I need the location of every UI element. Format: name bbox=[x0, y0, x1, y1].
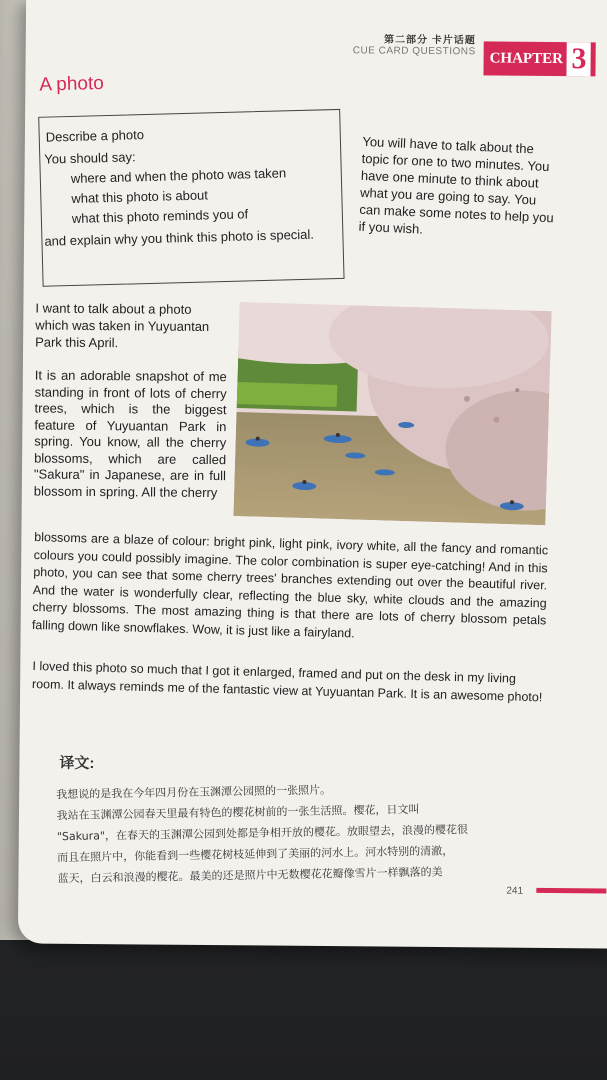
translation-line: "Sakura"，在春天的玉渊潭公园到处都是争相开放的樱花。放眼望去，浪漫的樱花很 bbox=[56, 823, 469, 844]
translation-line: 而且在照片中，你能看到一些樱花树枝延伸到了美丽的河水上。河水特别的清澈， bbox=[57, 844, 454, 865]
translation-text bbox=[56, 776, 554, 890]
answer-intro: I want to talk about a photo which was taken in Yuyuantan Park this April. bbox=[35, 300, 210, 351]
instruction-text: You will have to talk about the topic for one to two minutes. You have one minute to think about what you are going to say. You can make some notes to help you if you wish. bbox=[358, 133, 554, 237]
translation-line: 我站在玉渊潭公园春天里最有特色的樱花树前的一张生活照。樱花，日文叫 bbox=[56, 802, 420, 823]
chapter-badge bbox=[483, 41, 595, 76]
section-header-cn: 第二部分 卡片话题 bbox=[383, 34, 476, 47]
cue-card-point: where and when the photo was taken bbox=[70, 165, 287, 186]
chapter-label: CHAPTER bbox=[489, 49, 564, 67]
section-header bbox=[353, 30, 476, 57]
answer-paragraph-full: blossoms are a blaze of colour: bright pink, light pink, ivory white, all the fancy and romantic colours you could possibly imagine. The color combination is super eye-catching! And in this photo, you can see that some cherry trees' branches extending out over the beautiful river. And the water is wonderfully clear, reflecting the blue sky, white clouds and the amazing cherry blossoms. The most amazing thing is that there are lots of cherry blossom petals falling down like snowflakes. Wow, it is just like a fairyland. bbox=[31, 530, 549, 640]
page-title: A photo bbox=[39, 72, 105, 96]
photo-illustration bbox=[233, 302, 551, 525]
chapter-number: 3 bbox=[567, 42, 591, 76]
page-number: 241 bbox=[506, 885, 524, 897]
book-page bbox=[18, 0, 607, 949]
answer-paragraph-left: It is an adorable snapshot of me standing in front of lots of cherry trees, which is the biggest feature of Yuyuantan Park in spring. You know, all the cherry blossoms, which are called "Sakura" in Japanese, are in full blossom in spring. All the cherry bbox=[33, 367, 227, 500]
cue-card-topic: Describe a photo bbox=[45, 127, 145, 145]
cue-card-final: and explain why you think this photo is special. bbox=[44, 226, 315, 249]
cherry-blossom-photo bbox=[233, 302, 551, 525]
cue-card-should-say: You should say: bbox=[44, 149, 136, 167]
translation-line: 蓝天，白云和浪漫的樱花。最美的还是照片中无数樱花花瓣像雪片一样飘落的美 bbox=[57, 865, 443, 886]
cue-card-box bbox=[38, 109, 344, 287]
answer-paragraph-2: I loved this photo so much that I got it enlarged, framed and put on the desk in my living room. It always reminds me of the fantastic view at Yuyuantan Park. It is an awesome photo! bbox=[31, 658, 543, 705]
translation-heading: 译文: bbox=[59, 754, 95, 773]
translation-line: 我想说的是我在今年四月份在玉渊潭公园照的一张照片。 bbox=[56, 783, 332, 802]
cue-card-point: what this photo reminds you of bbox=[71, 206, 249, 226]
page-number-bar bbox=[536, 888, 606, 894]
section-header-en: CUE CARD QUESTIONS bbox=[352, 45, 476, 58]
cue-card-point: what this photo is about bbox=[71, 187, 209, 206]
